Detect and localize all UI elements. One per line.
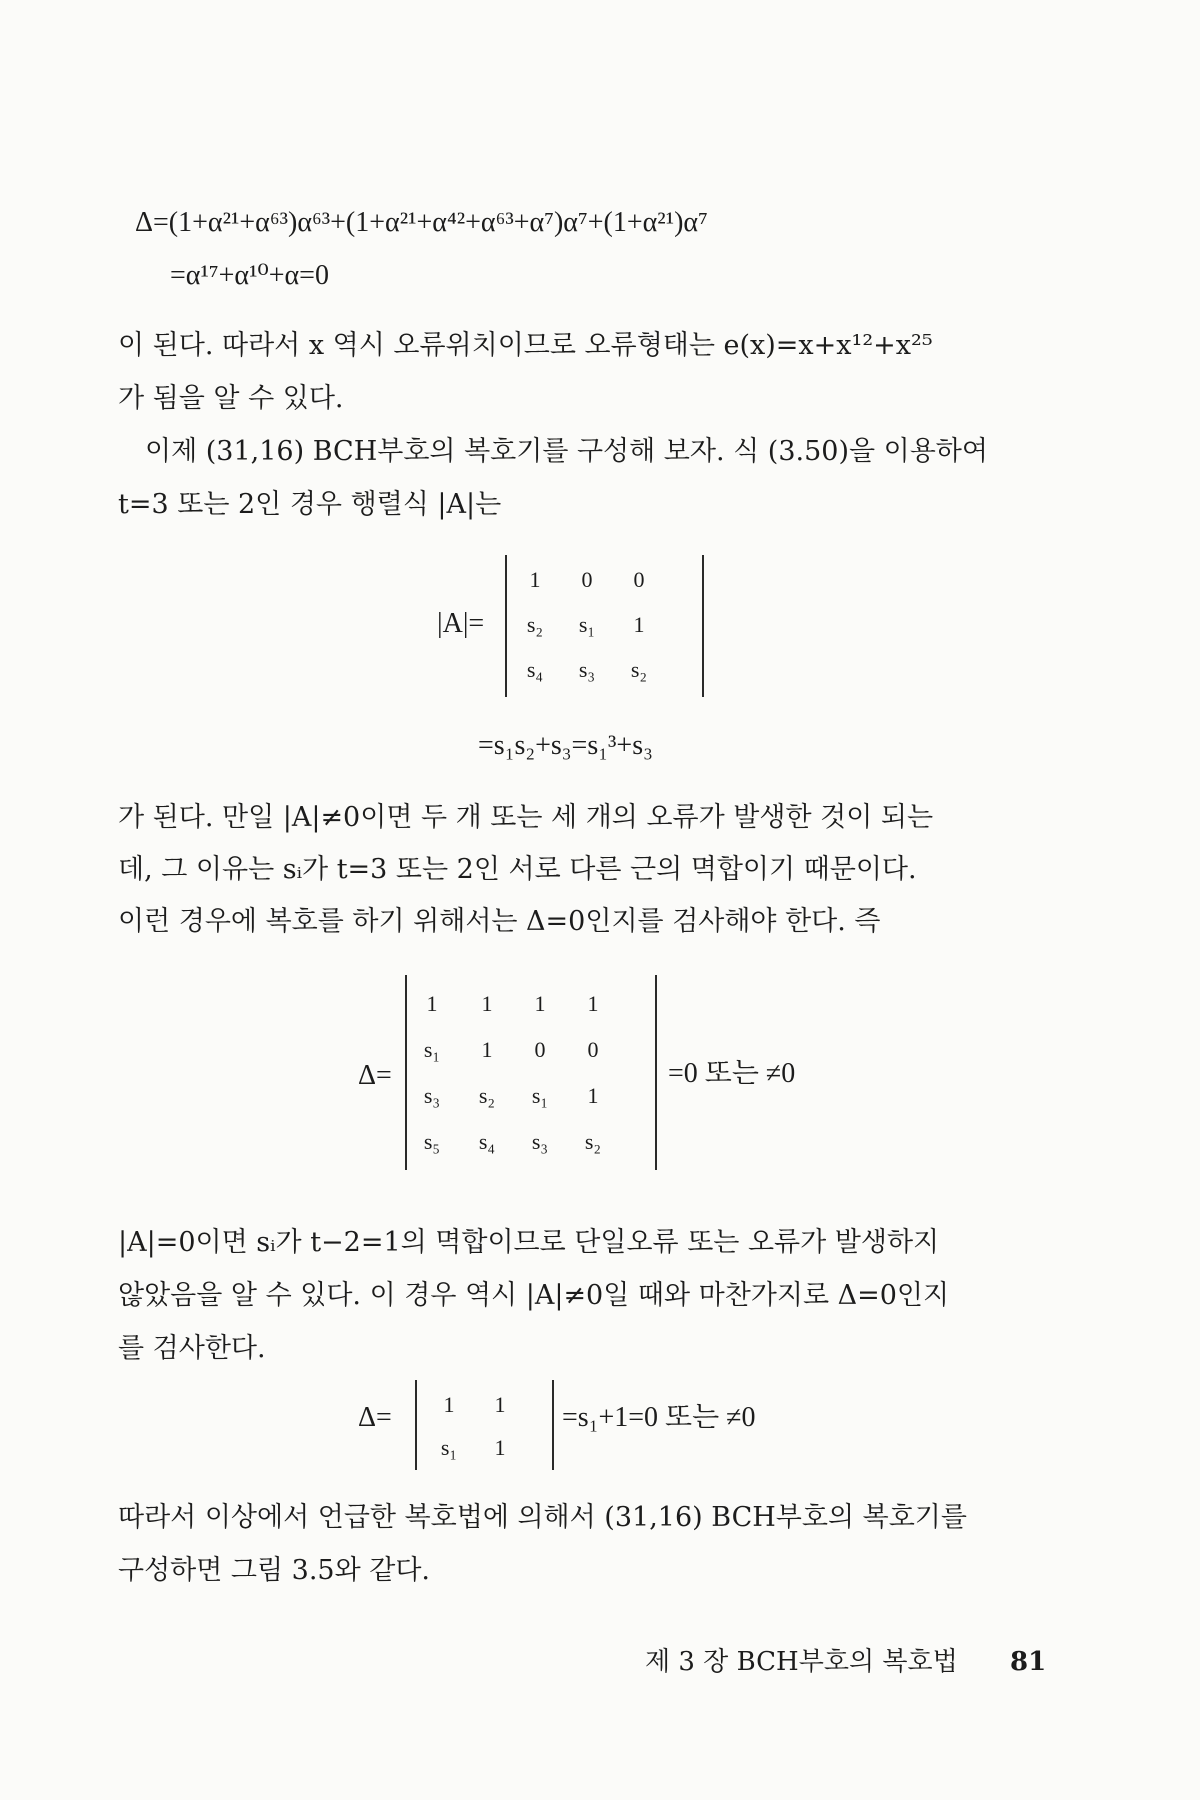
matrix-delta4-determinant xyxy=(405,975,657,1170)
paragraph-5-line-2: 구성하면 그림 3.5와 같다. xyxy=(118,1555,431,1586)
page-number: 81 xyxy=(1010,1647,1047,1677)
matrix-a-cell: s₂ xyxy=(630,657,648,682)
matrix-a-cell: s₂ xyxy=(526,612,544,637)
matrix-delta4-cell: s₂ xyxy=(478,1083,496,1108)
paragraph-4-line-1: |A|=0이면 sᵢ가 t−2=1의 멱합이므로 단일오류 또는 오류가 발생하지 xyxy=(118,1227,940,1258)
matrix-delta4-cell: s₁ xyxy=(531,1083,549,1108)
matrix-delta4-cell: s₃ xyxy=(423,1083,441,1108)
footer-chapter-title: 제 3 장 BCH부호의 복호법 xyxy=(645,1647,958,1677)
delta-equation-line1: Δ=(1+α²¹+α⁶³)α⁶³+(1+α²¹+α⁴²+α⁶³+α⁷)α⁷+(1+α²¹)α⁷ xyxy=(135,207,708,238)
matrix-delta4-cell: 1 xyxy=(587,1083,599,1108)
paragraph-3-line-3: 이런 경우에 복호를 하기 위해서는 Δ=0인지를 검사해야 한다. 즉 xyxy=(118,906,881,937)
matrix-a-cell: 0 xyxy=(633,567,645,592)
paragraph-1-line-2: 가 됨을 알 수 있다. xyxy=(118,383,344,414)
matrix-delta4-cell: s₂ xyxy=(584,1129,602,1154)
matrix-delta2-label: Δ= xyxy=(358,1402,392,1433)
matrix-a-determinant xyxy=(505,555,704,697)
matrix-a-cell: 1 xyxy=(529,567,541,592)
paragraph-3-line-1: 가 된다. 만일 |A|≠0이면 두 개 또는 세 개의 오류가 발생한 것이 되는 xyxy=(118,802,934,833)
matrix-delta4-cell: 1 xyxy=(587,991,599,1016)
matrix-delta4-cell: 1 xyxy=(534,991,546,1016)
matrix-delta2-result: =s₁+1=0 또는 ≠0 xyxy=(562,1402,756,1433)
matrix-delta4-cell: 1 xyxy=(481,991,493,1016)
matrix-delta4-cell: s₄ xyxy=(478,1129,496,1154)
delta-equation-line2: =α¹⁷+α¹⁰+α=0 xyxy=(170,260,329,291)
matrix-delta4-cell: 0 xyxy=(587,1037,599,1062)
matrix-delta2-cell: 1 xyxy=(443,1392,455,1417)
paragraph-5-line-1: 따라서 이상에서 언급한 복호법에 의해서 (31,16) BCH부호의 복호기를 xyxy=(118,1502,967,1533)
paragraph-4-line-2: 않았음을 알 수 있다. 이 경우 역시 |A|≠0일 때와 마찬가지로 Δ=0인지 xyxy=(118,1280,950,1311)
paragraph-3-line-2: 데, 그 이유는 sᵢ가 t=3 또는 2인 서로 다른 근의 멱합이기 때문이다. xyxy=(118,854,917,885)
paragraph-2-line-2: t=3 또는 2인 경우 행렬식 |A|는 xyxy=(118,489,502,520)
matrix-delta4-cell: 0 xyxy=(534,1037,546,1062)
paragraph-2-line-1: 이제 (31,16) BCH부호의 복호기를 구성해 보자. 식 (3.50)을 이용하여 xyxy=(145,436,988,467)
matrix-a-cell: s₄ xyxy=(526,657,544,682)
matrix-delta4-cell: 1 xyxy=(481,1037,493,1062)
matrix-delta2-cell: s₁ xyxy=(440,1435,458,1460)
matrix-delta4-cell: s₁ xyxy=(423,1037,441,1062)
matrix-a-label: |A|= xyxy=(437,608,485,639)
matrix-delta2-determinant xyxy=(415,1380,554,1470)
paragraph-4-line-3: 를 검사한다. xyxy=(118,1333,266,1364)
matrix-a-result: =s₁s₂+s₃=s₁³+s₃ xyxy=(478,730,653,761)
matrix-delta4-result: =0 또는 ≠0 xyxy=(668,1058,796,1089)
matrix-delta2-cell: 1 xyxy=(494,1392,506,1417)
matrix-delta4-cell: s₃ xyxy=(531,1129,549,1154)
matrix-delta2-cell: 1 xyxy=(494,1435,506,1460)
matrix-a-cell: 1 xyxy=(633,612,645,637)
matrix-delta4-label: Δ= xyxy=(358,1060,392,1091)
matrix-delta4-cell: s₅ xyxy=(423,1129,441,1154)
matrix-a-cell: s₃ xyxy=(578,657,596,682)
matrix-a-cell: 0 xyxy=(581,567,593,592)
paragraph-1-line-1: 이 된다. 따라서 x 역시 오류위치이므로 오류형태는 e(x)=x+x¹²+x²⁵ xyxy=(118,330,933,361)
matrix-delta4-cell: 1 xyxy=(426,991,438,1016)
matrix-a-cell: s₁ xyxy=(578,612,596,637)
